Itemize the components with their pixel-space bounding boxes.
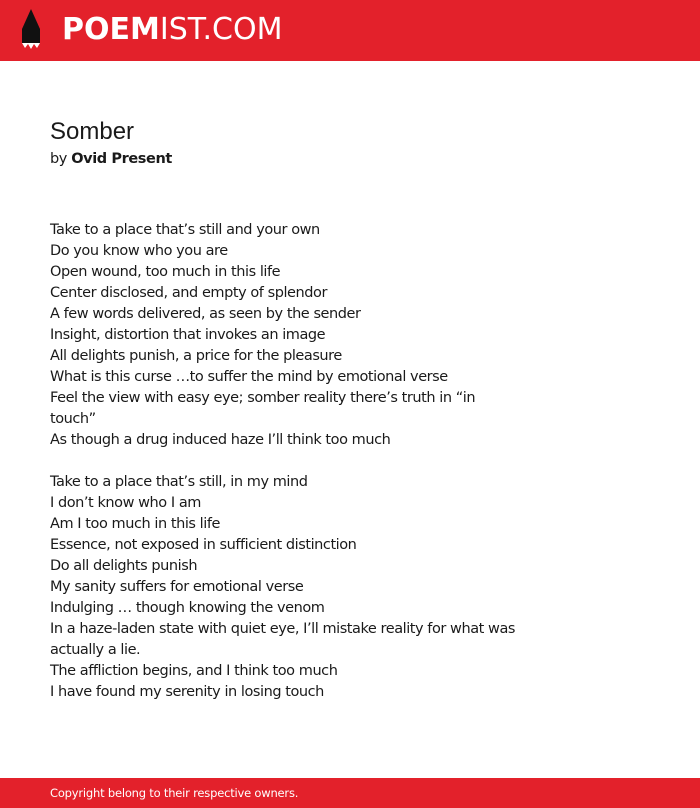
poem-line: In a haze-laden state with quiet eye, I’ll mistake reality for what was actually a lie. [50, 621, 515, 658]
poem-line: Essence, not exposed in sufficient distinction [50, 537, 357, 553]
poem-line: Am I too much in this life [50, 516, 220, 532]
pencil-logo-icon[interactable] [18, 9, 44, 51]
logo-bold-text: POEM [62, 12, 160, 47]
by-label: by [50, 151, 67, 167]
site-header [0, 0, 700, 61]
poem-line: My sanity suffers for emotional verse [50, 579, 304, 595]
poem-title: Somber [50, 118, 135, 145]
copyright-text: Copyright belong to their respective owners. [50, 786, 299, 800]
poem-line: Take to a place that’s still, in my mind [50, 474, 308, 490]
site-logo[interactable] [62, 11, 282, 49]
poem-line: Center disclosed, and empty of splendor [50, 285, 327, 301]
poem-line: All delights punish, a price for the pleasure [50, 348, 342, 364]
poem-body [50, 220, 520, 703]
poem-stanza [50, 472, 520, 703]
poem-line: I don’t know who I am [50, 495, 201, 511]
poem-line: Feel the view with easy eye; somber reality there’s truth in “in touch” [50, 390, 476, 427]
poem-line: A few words delivered, as seen by the sender [50, 306, 361, 322]
poem-line: The affliction begins, and I think too much [50, 663, 338, 679]
poem-stanza [50, 220, 520, 451]
poem-line: I have found my serenity in losing touch [50, 684, 324, 700]
poem-content [50, 118, 650, 703]
poem-line: Take to a place that’s still and your own [50, 222, 320, 238]
site-footer [0, 778, 700, 808]
poem-line: As though a drug induced haze I’ll think too much [50, 432, 391, 448]
poem-line: Open wound, too much in this life [50, 264, 281, 280]
logo-light-text: IST.COM [159, 12, 283, 47]
poem-line: Insight, distortion that invokes an image [50, 327, 326, 343]
poem-line: Do you know who you are [50, 243, 228, 259]
poem-line: What is this curse …to suffer the mind by emotional verse [50, 369, 448, 385]
poem-byline [50, 149, 650, 169]
poem-author[interactable]: Ovid Present [71, 151, 172, 167]
poem-line: Indulging … though knowing the venom [50, 600, 325, 616]
poem-line: Do all delights punish [50, 558, 198, 574]
